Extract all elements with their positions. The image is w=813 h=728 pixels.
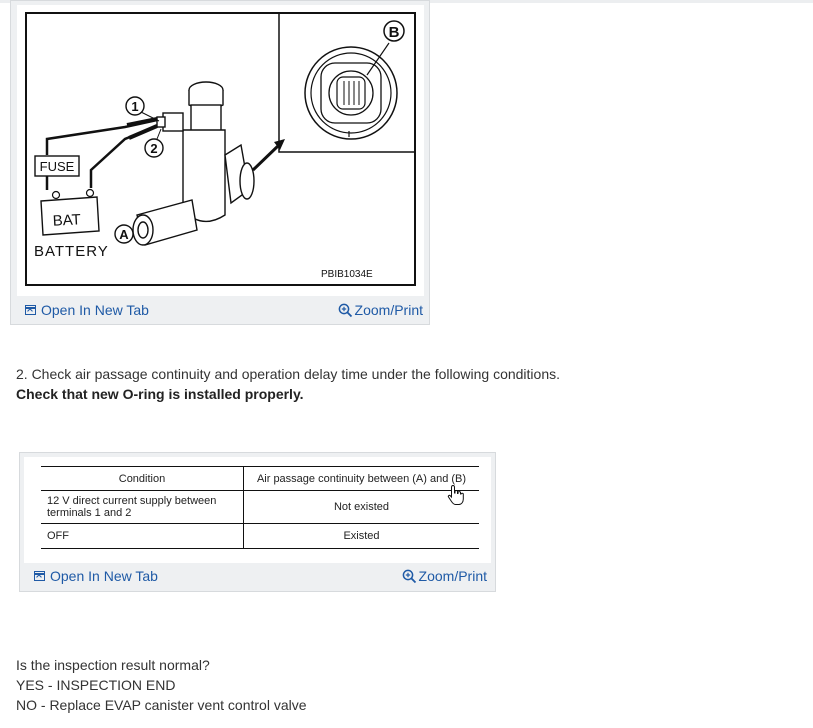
figure-panel[interactable] <box>17 5 424 296</box>
label-a: A <box>119 227 129 242</box>
terminal-2-label: 2 <box>150 141 158 156</box>
label-b: B <box>388 24 400 41</box>
step-text-block <box>16 364 560 404</box>
figure-open-new-tab-label: Open In New Tab <box>41 302 149 318</box>
zoom-icon <box>338 303 353 318</box>
table-header-continuity: Air passage continuity between (A) and (B) <box>244 467 480 491</box>
connector-b-detail <box>305 43 397 139</box>
battery-label: BATTERY <box>34 243 109 260</box>
table-open-new-tab-label: Open In New Tab <box>50 568 158 584</box>
step-note: Check that new O-ring is installed properly. <box>16 386 304 402</box>
hand-cursor-icon <box>447 484 465 506</box>
table-row <box>41 491 479 524</box>
zoom-icon <box>402 569 417 584</box>
table-cell: Existed <box>244 524 480 549</box>
condition-table <box>41 466 479 549</box>
table-open-new-tab-link[interactable] <box>34 568 158 584</box>
no-result: NO - Replace EVAP canister vent control valve <box>16 697 307 713</box>
valve-body <box>133 82 254 245</box>
table-header-condition: Condition <box>118 472 166 485</box>
table-card-footer <box>20 564 495 588</box>
table-panel[interactable] <box>24 457 491 563</box>
figure-zoom-print-label: Zoom/Print <box>354 302 423 318</box>
bat-label: BAT <box>52 211 82 230</box>
table-zoom-print-link[interactable] <box>402 568 487 584</box>
inspection-question: Is the inspection result normal? <box>16 657 210 673</box>
table-header-row <box>41 467 479 491</box>
yes-result: YES - INSPECTION END <box>16 677 176 693</box>
terminal-1-label: 1 <box>131 99 139 114</box>
table-zoom-print-label: Zoom/Print <box>418 568 487 584</box>
table-card <box>19 452 496 592</box>
table-cell: 12 V direct current supply between terminals 1 and 2 <box>47 495 217 519</box>
step-text: 2. Check air passage continuity and operation delay time under the following conditions. <box>16 366 560 382</box>
figure-card-footer <box>11 298 429 322</box>
figure-zoom-print-link[interactable] <box>338 302 423 318</box>
open-in-new-tab-icon <box>25 305 36 315</box>
figure-open-new-tab-link[interactable] <box>25 302 149 318</box>
open-in-new-tab-icon <box>34 571 45 581</box>
table-cell: Not existed <box>244 491 480 524</box>
figure-card <box>10 0 430 325</box>
table-cell: OFF <box>47 530 69 542</box>
result-block <box>16 655 307 715</box>
figure-code: PBIB1034E <box>321 269 373 280</box>
fuse-label: FUSE <box>39 159 75 174</box>
valve-wiring-diagram <box>17 5 424 296</box>
table-row <box>41 524 479 549</box>
